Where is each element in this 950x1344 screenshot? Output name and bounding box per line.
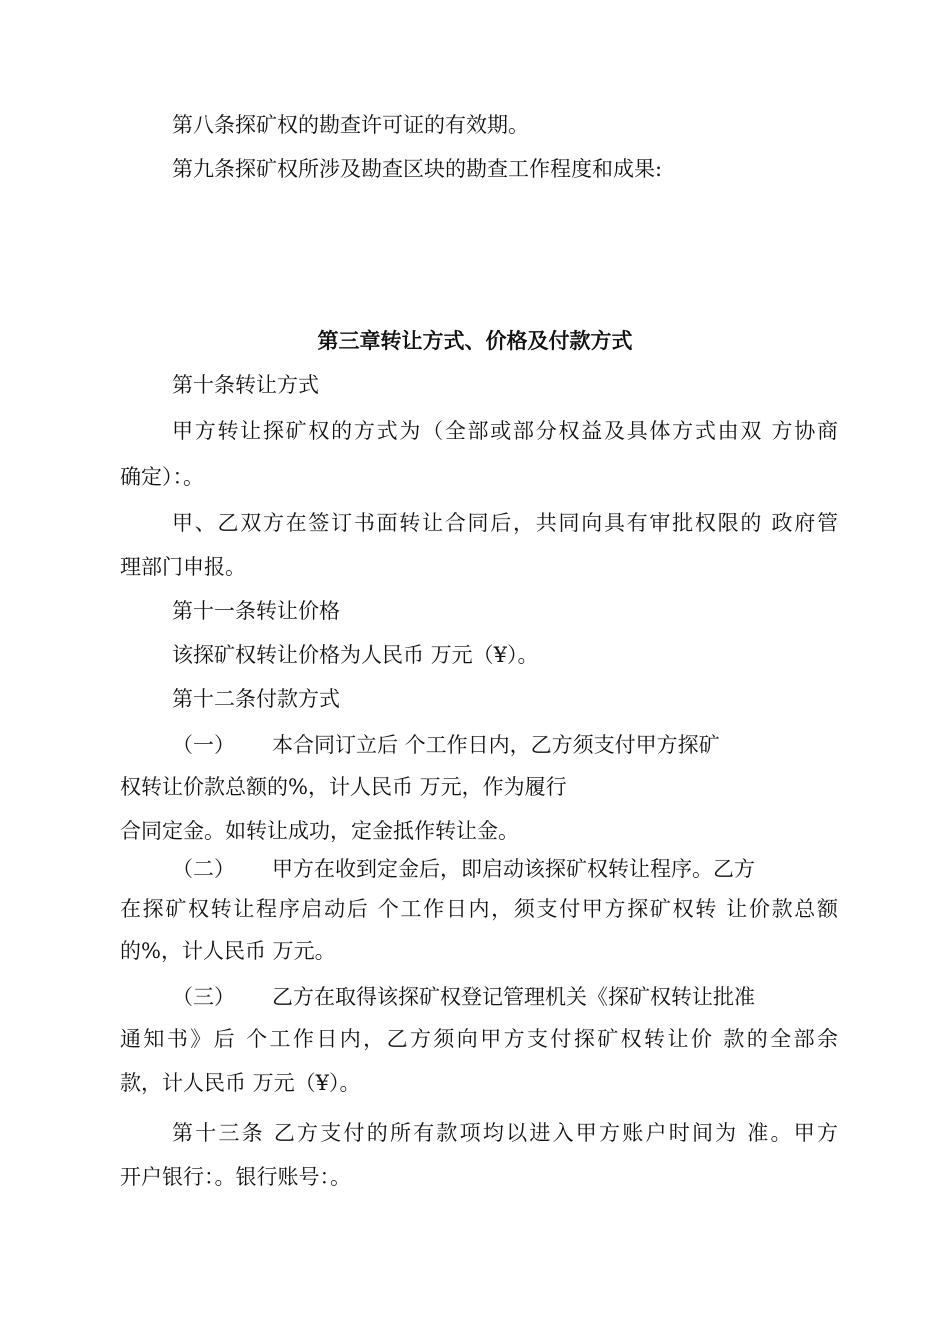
article-13-line-2: 开户银行：。银行账号：。	[120, 1165, 351, 1189]
article-10-paragraph-2-line-2: 理部门申报。	[120, 555, 246, 579]
article-11-paragraph: 该探矿权转让价格为人民币 万元（¥）。	[172, 643, 539, 667]
article-12-item-1-number: （一）	[172, 733, 235, 757]
article-12-item-3-line-3: 款，计人民币 万元（¥）。	[120, 1071, 361, 1095]
article-13-line-1: 第十三条 乙方支付的所有款项均以进入甲方账户时间为 准。甲方	[172, 1121, 838, 1145]
article-10-title: 第十条转让方式	[172, 373, 319, 397]
article-10-paragraph-1-line-2: 确定）：。	[120, 465, 204, 489]
article-12-item-2-line-2: 在探矿权转让程序启动后 个工作日内，须支付甲方探矿权转 让价款总额	[120, 897, 838, 921]
article-12-item-1-line-2: 权转让价款总额的%，计人民币 万元，作为履行	[120, 775, 567, 799]
article-10-paragraph-1-line-1: 甲方转让探矿权的方式为（全部或部分权益及具体方式由双 方协商	[172, 419, 838, 443]
article-10-paragraph-2-line-1: 甲、乙双方在签订书面转让合同后，共同向具有审批权限的 政府管	[172, 511, 838, 535]
article-12-item-2-number: （二）	[172, 857, 235, 881]
chapter-3-title: 第三章转让方式、价格及付款方式	[317, 328, 633, 353]
article-12-item-3-number: （三）	[172, 985, 235, 1009]
article-8: 第八条探矿权的勘查许可证的有效期。	[172, 113, 529, 137]
article-12-item-1-line-1: 本合同订立后 个工作日内，乙方须支付甲方探矿	[272, 733, 720, 757]
article-12-title: 第十二条付款方式	[172, 687, 340, 711]
article-11-title: 第十一条转让价格	[172, 599, 340, 623]
article-12-item-1-line-3: 合同定金。如转让成功，定金抵作转让金。	[120, 819, 519, 843]
article-12-item-2-line-1: 甲方在收到定金后，即启动该探矿权转让程序。乙方	[272, 857, 755, 881]
article-9: 第九条探矿权所涉及勘查区块的勘查工作程度和成果:	[172, 157, 663, 181]
article-12-item-2-line-3: 的%，计人民币 万元。	[120, 939, 336, 963]
article-12-item-3-line-1: 乙方在取得该探矿权登记管理机关《探矿权转让批准	[272, 985, 755, 1009]
article-12-item-3-line-2: 通知书》后 个工作日内，乙方须向甲方支付探矿权转让价 款的全部余	[120, 1027, 838, 1051]
